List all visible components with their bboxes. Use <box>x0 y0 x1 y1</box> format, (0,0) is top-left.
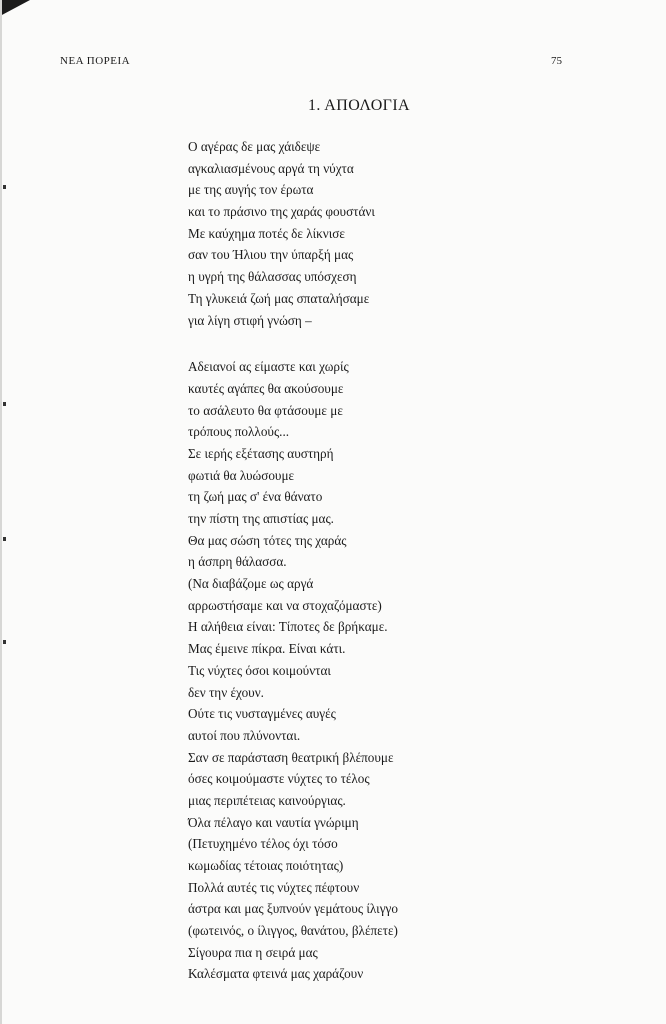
poem-line: (Να διαβάζομε ως αργά <box>188 576 314 592</box>
poem-line: η άσπρη θάλασσα. <box>188 554 287 570</box>
poem-line: Σαν σε παράσταση θεατρική βλέπουμε <box>188 749 394 765</box>
poem-line: Τη γλυκειά ζωή μας σπαταλήσαμε <box>188 290 370 306</box>
margin-mark <box>3 185 6 189</box>
poem-line: Πολλά αυτές τις νύχτες πέφτουν <box>188 879 360 895</box>
poem-line: δεν την έχουν. <box>188 684 264 700</box>
margin-mark <box>3 640 6 644</box>
stanza-break <box>188 331 588 356</box>
poem-line: με της αυγής τον έρωτα <box>188 182 314 198</box>
stanza-2 <box>188 356 588 985</box>
poem-line: Αδειανοί ας είμαστε και χωρίς <box>188 359 349 375</box>
poem-line: Ο αγέρας δε μας χάιδεψε <box>188 139 321 154</box>
poem-line: αρρωστήσαμε και να στοχαζόμαστε) <box>188 597 382 613</box>
poem-line: σαν του Ήλιου την ύπαρξή μας <box>188 247 354 263</box>
poem-title: 1. ΑΠΟΛΟΓΙΑ <box>307 97 411 114</box>
poem-line: Σε ιερής εξέτασης αυστηρή <box>188 445 334 461</box>
poem-line: (φωτεινός, ο ίλιγγος, θανάτου, βλέπετε) <box>188 923 398 939</box>
poem-line: τη ζωή μας σ' ένα θάνατο <box>188 489 323 505</box>
poem-line: (Πετυχημένο τέλος όχι τόσο <box>188 836 338 852</box>
poem-line: για λίγη στιφή γνώση – <box>188 312 312 328</box>
page-left-edge <box>0 0 2 1024</box>
poem-line: Θα μας σώση τότες της χαράς <box>188 532 347 548</box>
margin-mark <box>3 537 6 541</box>
poem-line: Τις νύχτες όσοι κοιμούνται <box>188 662 331 678</box>
scan-corner-shadow <box>0 0 30 16</box>
poem-body <box>188 136 588 985</box>
poem-line: καυτές αγάπες θα ακούσουμε <box>188 380 344 396</box>
poem-line: φωτιά θα λυώσουμε <box>188 467 295 483</box>
poem-line: κωμωδίας τέτοιας ποιότητας) <box>188 858 344 873</box>
poem-line: Όλα πέλαγο και ναυτία γνώριμη <box>188 814 359 830</box>
poem-line: μιας περιπέτειας καινούργιας. <box>188 792 346 808</box>
poem-line: Με καύχημα ποτές δε λίκνισε <box>188 225 345 241</box>
poem-line: τρόπους πολλούς... <box>188 424 290 440</box>
poem-line: Ούτε τις νυσταγμένες αυγές <box>188 706 336 722</box>
poem-line: άστρα και μας ξυπνούν γεμάτους ίλιγγο <box>188 901 398 917</box>
poem-line: Σίγουρα πια η σειρά μας <box>188 944 318 960</box>
poem-line: η υγρή της θάλασσας υπόσχεση <box>188 269 357 285</box>
poem-line: αυτοί που πλύνονται. <box>188 727 301 743</box>
poem-line: αγκαλιασμένους αργά τη νύχτα <box>188 160 354 176</box>
page-number: 75 <box>551 55 562 67</box>
poem-line: όσες κοιμούμαστε νύχτες το τέλος <box>188 771 370 787</box>
stanza-1 <box>188 136 588 331</box>
running-head: ΝΕΑ ΠΟΡΕΙΑ <box>60 55 131 67</box>
poem-line: και το πράσινο της χαράς φουστάνι <box>188 204 375 220</box>
poem-line: Η αλήθεια είναι: Τίποτες δε βρήκαμε. <box>188 619 388 635</box>
poem-line: Καλέσματα φτεινά μας χαράζουν <box>188 966 364 982</box>
poem-line: την πίστη της απιστίας μας. <box>188 511 334 526</box>
margin-mark <box>3 402 6 406</box>
poem-line: το ασάλευτο θα φτάσουμε με <box>188 402 343 418</box>
poem-line: Μας έμεινε πίκρα. Είναι κάτι. <box>188 641 346 657</box>
